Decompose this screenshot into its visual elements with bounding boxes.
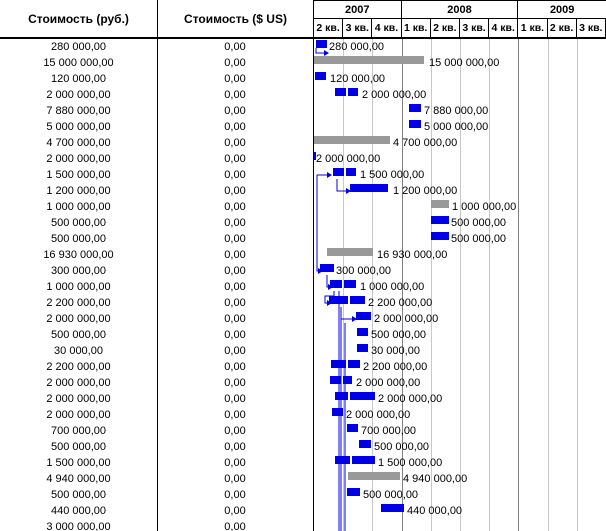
cost-usd-cell[interactable]: 0,00 [224,265,246,277]
cost-usd-cell[interactable]: 0,00 [224,89,246,101]
bar-value-label: 500 000,00 [451,217,507,229]
table-row [0,343,313,359]
cost-rub-cell[interactable]: 1 200 000,00 [46,185,111,197]
cost-rub-cell[interactable]: 2 000 000,00 [46,89,111,101]
cost-rub-cell[interactable]: 7 880 000,00 [46,105,111,117]
table-row [0,279,313,295]
table-row [0,359,313,375]
cost-usd-cell[interactable]: 0,00 [224,121,246,133]
task-bar[interactable] [357,344,368,352]
quarter-cell[interactable]: 4 кв. [489,19,518,37]
bar-value-label: 500 000,00 [374,441,430,453]
cost-rub-cell[interactable]: 2 200 000,00 [46,361,111,373]
table-row [0,183,313,199]
cost-usd-cell[interactable]: 0,00 [224,345,246,357]
cost-usd-cell[interactable]: 0,00 [224,521,246,531]
dependency-arrowhead-icon [327,172,332,178]
bar-value-label: 300 000,00 [336,265,392,277]
table-row [0,503,313,519]
cost-rub-cell[interactable]: 30 000,00 [54,345,103,357]
cost-usd-cell[interactable]: 0,00 [224,185,246,197]
task-bar[interactable] [316,40,327,48]
dependency-link-line [316,48,324,53]
column-header-cost-rub[interactable]: Стоимость (руб.) [28,11,129,26]
cost-usd-cell[interactable]: 0,00 [224,41,246,53]
bar-value-label: 2 000 000,00 [378,393,443,405]
task-bar[interactable] [350,296,365,304]
summary-task-bar[interactable] [314,136,390,144]
task-bar[interactable] [356,312,371,320]
table-row [0,263,313,279]
bar-value-label: 500 000,00 [371,329,427,341]
bar-value-label: 440 000,00 [407,505,463,517]
bar-value-label: 2 200 000,00 [368,297,433,309]
task-bar[interactable] [348,360,360,368]
cost-usd-cell[interactable]: 0,00 [224,201,246,213]
table-row [0,455,313,471]
bar-value-label: 4 700 000,00 [393,137,458,149]
task-bar[interactable] [347,424,358,432]
cost-rub-cell[interactable]: 3 000 000,00 [46,521,111,531]
quarter-cell[interactable]: 3 кв. [577,19,606,37]
task-bar[interactable] [331,360,346,368]
table-row [0,327,313,343]
cost-usd-cell[interactable]: 0,00 [224,393,246,405]
task-bar[interactable] [343,376,352,384]
cost-usd-cell[interactable]: 0,00 [224,169,246,181]
bar-value-label: 4 940 000,00 [403,473,468,485]
summary-task-bar[interactable] [348,472,400,480]
task-bar[interactable] [409,120,421,128]
cost-rub-cell[interactable]: 500 000,00 [50,233,107,245]
table-row [0,199,313,215]
cost-usd-cell[interactable]: 0,00 [224,457,246,469]
bar-value-label: 2 000 000,00 [374,313,439,325]
table-row [0,87,313,103]
task-bar[interactable] [332,408,343,416]
cost-rub-cell[interactable]: 280 000,00 [50,41,107,53]
cost-rub-cell[interactable]: 1 500 000,00 [46,169,111,181]
bar-value-label: 15 000 000,00 [429,57,500,69]
quarter-cell[interactable]: 3 кв. [460,19,489,37]
table-row [0,135,313,151]
cost-rub-cell[interactable]: 440 000,00 [50,505,107,517]
cost-rub-cell[interactable]: 500 000,00 [50,329,107,341]
bar-value-label: 2 200 000,00 [363,361,428,373]
task-bar[interactable] [381,504,404,512]
cost-rub-cell[interactable]: 2 200 000,00 [46,297,111,309]
bar-value-label: 1 000 000,00 [452,201,517,213]
cost-usd-cell[interactable]: 0,00 [224,489,246,501]
bar-value-label: 2 000 000,00 [316,153,381,165]
table-row [0,407,313,423]
gantt-chart-body [314,39,606,531]
cost-rub-cell[interactable]: 120 000,00 [50,73,107,85]
column-header-cost-usd[interactable]: Стоимость ($ US) [184,11,287,26]
task-bar[interactable] [346,168,356,176]
bar-value-label: 2 000 000,00 [346,409,411,421]
cost-usd-cell[interactable]: 0,00 [224,153,246,165]
task-bar[interactable] [350,184,388,192]
cost-rub-cell[interactable]: 300 000,00 [50,265,107,277]
cost-usd-cell[interactable]: 0,00 [224,281,246,293]
cost-usd-cell[interactable]: 0,00 [224,137,246,149]
cost-rub-cell[interactable]: 2 000 000,00 [46,153,111,165]
cost-usd-cell[interactable]: 0,00 [224,297,246,309]
task-bar[interactable] [409,104,421,112]
cost-usd-cell[interactable]: 0,00 [224,409,246,421]
bar-value-label: 30 000,00 [371,345,420,357]
cost-rub-cell[interactable]: 1 500 000,00 [46,457,111,469]
dependency-link-line [337,179,346,191]
task-bar[interactable] [347,488,360,496]
table-row [0,295,313,311]
task-bar[interactable] [315,72,326,80]
year-cell[interactable]: 2007 [314,1,402,19]
year-cell[interactable]: 2009 [518,1,606,19]
table-row [0,39,313,55]
summary-task-bar[interactable] [327,248,373,256]
cost-usd-cell[interactable]: 0,00 [224,329,246,341]
cost-rub-cell[interactable]: 2 000 000,00 [46,393,111,405]
cost-rub-cell[interactable]: 1 000 000,00 [46,201,111,213]
table-row [0,231,313,247]
task-bar[interactable] [320,264,334,272]
bar-value-label: 1 500 000,00 [360,169,425,181]
table-row [0,119,313,135]
dependency-link-line [317,175,318,271]
cost-usd-cell[interactable]: 0,00 [224,505,246,517]
quarter-cell[interactable]: 2 кв. [548,19,577,37]
cost-rub-cell[interactable]: 500 000,00 [50,441,107,453]
cost-usd-cell[interactable]: 0,00 [224,57,246,69]
table-row [0,487,313,503]
summary-task-bar[interactable] [431,200,449,208]
cost-usd-cell[interactable]: 0,00 [224,73,246,85]
quarter-cell[interactable]: 3 кв. [343,19,372,37]
table-row [0,55,313,71]
bar-value-label: 1 000 000,00 [360,281,425,293]
task-bar[interactable] [357,328,368,336]
task-bar[interactable] [335,456,350,464]
table-row [0,311,313,327]
bar-value-label: 500 000,00 [451,233,507,245]
quarter-cell[interactable]: 4 кв. [372,19,401,37]
cost-rub-cell[interactable]: 2 000 000,00 [46,409,111,421]
table-row [0,519,313,531]
cost-usd-cell[interactable]: 0,00 [224,105,246,117]
cost-rub-cell[interactable]: 5 000 000,00 [46,121,111,133]
task-bar[interactable] [335,88,346,96]
table-row [0,71,313,87]
cost-usd-cell[interactable]: 0,00 [224,233,246,245]
task-bar[interactable] [330,376,341,384]
task-bar[interactable] [344,280,356,288]
cost-rub-cell[interactable]: 1 000 000,00 [46,281,111,293]
bar-value-label: 120 000,00 [330,73,386,85]
task-bar[interactable] [333,168,344,176]
cost-rub-cell[interactable]: 16 930 000,00 [43,249,114,261]
cost-usd-cell[interactable]: 0,00 [224,217,246,229]
bar-value-label: 280 000,00 [329,41,385,53]
table-row [0,167,313,183]
cost-rub-cell[interactable]: 500 000,00 [50,217,107,229]
task-bar[interactable] [350,392,375,400]
bar-value-label: 7 880 000,00 [424,105,489,117]
quarter-cell[interactable]: 2 кв. [314,19,343,37]
table-row [0,103,313,119]
bar-value-label: 16 930 000,00 [377,249,448,261]
task-bar[interactable] [348,88,358,96]
quarter-cell[interactable]: 1 кв. [402,19,431,37]
table-row [0,247,313,263]
table-row [0,439,313,455]
cost-rub-cell[interactable]: 4 700 000,00 [46,137,111,149]
cost-table-body [0,39,313,531]
task-bar[interactable] [431,216,449,224]
bar-value-label: 1 200 000,00 [393,185,458,197]
quarter-cell[interactable]: 2 кв. [431,19,460,37]
table-row [0,471,313,487]
task-bar[interactable] [329,296,348,304]
bar-value-label: 2 000 000,00 [362,89,427,101]
dependency-link-line [327,275,328,287]
task-bar[interactable] [431,232,449,240]
cost-usd-cell[interactable]: 0,00 [224,249,246,261]
task-bar[interactable] [330,280,342,288]
table-row [0,423,313,439]
table-row [0,391,313,407]
year-cell[interactable]: 2008 [402,1,519,19]
cost-rub-cell[interactable]: 500 000,00 [50,489,107,501]
cost-rub-cell[interactable]: 15 000 000,00 [43,57,114,69]
bar-value-label: 1 500 000,00 [378,457,443,469]
cost-usd-cell[interactable]: 0,00 [224,425,246,437]
timescale-year-row [314,1,606,19]
cost-rub-cell[interactable]: 2 000 000,00 [46,313,111,325]
quarter-cell[interactable]: 1 кв. [518,19,547,37]
task-bar[interactable] [359,440,371,448]
task-bar[interactable] [335,392,348,400]
cost-usd-cell[interactable]: 0,00 [224,441,246,453]
cost-rub-cell[interactable]: 4 940 000,00 [46,473,111,485]
cost-usd-cell[interactable]: 0,00 [224,473,246,485]
bar-value-label: 5 000 000,00 [424,121,489,133]
cost-usd-cell[interactable]: 0,00 [224,377,246,389]
table-row [0,215,313,231]
table-row [0,375,313,391]
bar-value-label: 500 000,00 [363,489,419,501]
cost-rub-cell[interactable]: 2 000 000,00 [46,377,111,389]
bar-value-label: 2 000 000,00 [356,377,421,389]
cost-usd-cell[interactable]: 0,00 [224,361,246,373]
bar-value-label: 700 000,00 [361,425,417,437]
cost-rub-cell[interactable]: 700 000,00 [50,425,107,437]
table-row [0,151,313,167]
task-bar[interactable] [352,456,375,464]
timescale-quarter-row [314,19,606,37]
summary-task-bar[interactable] [314,56,424,64]
cost-usd-cell[interactable]: 0,00 [224,313,246,325]
